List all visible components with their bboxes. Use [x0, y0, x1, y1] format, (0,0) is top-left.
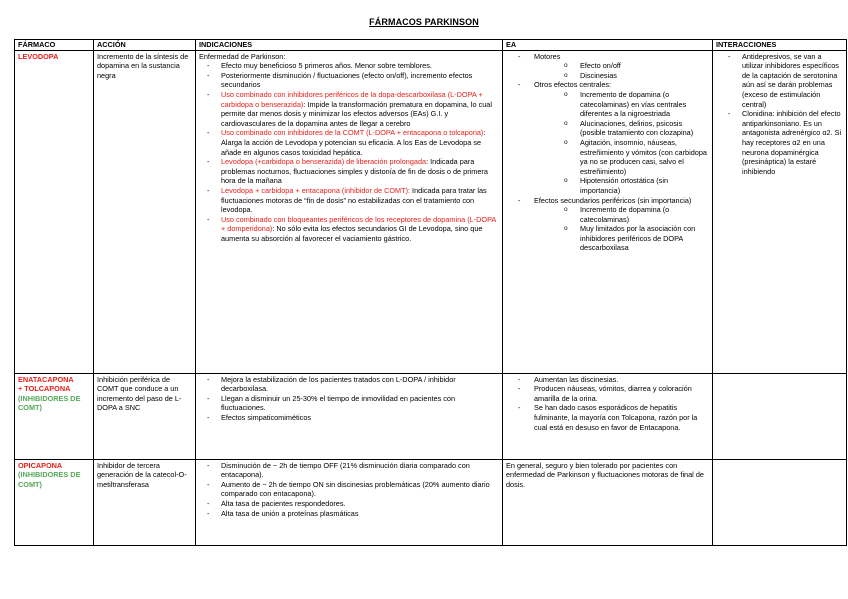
list-item	[199, 61, 499, 71]
drug-cell	[15, 459, 94, 545]
header-accion: ACCIÓN	[94, 40, 196, 51]
indication-highlight: Uso combinado con inhibidores de la COMT (L-DOPA + entacapona o tolcapona)	[221, 128, 484, 138]
header-ea: EA	[503, 40, 713, 51]
indication-highlight: Levodopa (+carbidopa o benserazida) de liberación prolongada	[221, 157, 427, 167]
ea-sublist	[534, 205, 709, 253]
indications-list	[199, 375, 499, 423]
sublist-item: o Discinesias	[534, 71, 709, 81]
indication-highlight: Levodopa + carbidopa + entacapona (inhibidor de COMT):	[221, 185, 411, 195]
indication-text: Efecto muy beneficioso 5 primeros años. Menor sobre temblores.	[221, 61, 432, 71]
table-row-enatacapona	[15, 373, 847, 459]
list-item: - Se han dado casos esporádicos de hepatitis fulminante, la mayoría con Tolcapona, razón por la cual está en desuso en favor de Entacapona.	[506, 403, 709, 432]
indication-text: : No sólo evita los efectos secundarios GI de Levodopa, sino que aumenta su absorción al favorecer el vaciamiento gástrico.	[221, 224, 483, 243]
list-item	[506, 196, 709, 254]
action-cell: Inhibidor de tercera generación de la catecol-O-metiltransferasa	[94, 459, 196, 545]
list-item: - Efectos simpaticomiméticos	[199, 413, 499, 423]
list-item: - Clonidina: inhibición del efecto antiparkinsoniano. Es un antagonista adrenérgico α2. Si hay receptores α2 en una neurona dopaminérgica (presináptica) la estaré inhibiendo	[716, 109, 843, 176]
interactions-list	[716, 52, 843, 177]
table-row-levodopa	[15, 50, 847, 373]
list-item	[199, 186, 499, 215]
ea-sublist	[534, 90, 709, 196]
list-item: - Disminución de ~ 2h de tiempo OFF (21% disminución diaria comparado con entacapona).	[199, 461, 499, 480]
sublist-item: o Hipotensión ortostática (sin importancia)	[534, 176, 709, 195]
drug-class-note: (INHIBIDORES DE COMT)	[18, 470, 81, 489]
indications-list	[199, 461, 499, 519]
list-item: - Mejora la estabilización de los pacientes tratados con L-DOPA / inhibidor decarboxilasa.	[199, 375, 499, 394]
indication-text: Posteriormente disminución / fluctuaciones (efecto on/off), incremento efectos secundarios	[221, 70, 473, 90]
ea-text: Otros efectos centrales:	[534, 80, 612, 90]
list-item	[199, 71, 499, 90]
list-item	[199, 128, 499, 157]
header-farmaco: FÁRMACO	[15, 40, 94, 51]
action-cell: Inhibición periférica de COMT que conduce a un incremento del paso de L-DOPA a SNC	[94, 373, 196, 459]
header-interacciones: INTERACCIONES	[713, 40, 847, 51]
list-item: - Producen náuseas, vómitos, diarrea y coloración amarilla de la orina.	[506, 384, 709, 403]
interactions-cell	[713, 373, 847, 459]
interactions-cell	[713, 50, 847, 373]
header-indicaciones: INDICACIONES	[196, 40, 503, 51]
table-row-opicapona	[15, 459, 847, 545]
sublist-item: o Incremento de dopamina (o catecolaminas)	[534, 205, 709, 224]
sublist-item: o Muy limitados por la asociación con inhibidores periféricos de DOPA descarboxilasa	[534, 224, 709, 253]
drug-cell	[15, 50, 94, 373]
indications-intro: Enfermedad de Parkinson:	[199, 51, 286, 61]
list-item: - Aumento de ~ 2h de tiempo ON sin discinesias problemáticas (20% aumento diario comparado con entacapona).	[199, 480, 499, 499]
ea-sublist	[534, 61, 709, 80]
ea-cell: En general, seguro y bien tolerado por pacientes con enfermedad de Parkinson y fluctuaciones motoras de final de dosis.	[503, 459, 713, 545]
ea-text: Motores	[534, 51, 561, 61]
drugs-table	[14, 39, 847, 546]
ea-text: Efectos secundarios periféricos (sin importancia)	[534, 195, 692, 205]
list-item: - Antidepresivos, se van a utilizar inhibidores específicos de la captación de serotonina aún así se darán problemas (exceso de estimulación central)	[716, 52, 843, 110]
indication-text: : Impide la transformación prematura en dopamina, lo cual permite dar menos dosis y minimizar los efectos adversos (EAs) G.I. y cardiovasculares de la dopamina antes de llegar a cerebro	[221, 99, 492, 128]
drug-name: OPICAPONA	[18, 460, 63, 470]
indication-text: : Indicada para problemas nocturnos, fluctuaciones simples y distonía de fin de dosis o de primera hora de la mañana	[221, 157, 488, 186]
list-item	[506, 52, 709, 81]
ea-cell	[503, 373, 713, 459]
ea-list	[506, 375, 709, 433]
list-item: - Alta tasa de pacientes respondedores.	[199, 499, 499, 509]
list-item: - Alta tasa de unión a proteínas plasmáticas	[199, 509, 499, 519]
list-item: - Llegan a disminuir un 25-30% el tiempo de inmovilidad en pacientes con fluctuaciones.	[199, 394, 499, 413]
table-header-row	[15, 40, 847, 51]
drug-class-note: (INHIBIDORES DE COMT)	[18, 393, 81, 413]
list-item	[199, 90, 499, 128]
indications-cell	[196, 459, 503, 545]
drug-name-2: + TOLCAPONA	[18, 384, 71, 394]
drug-name: LEVODOPA	[18, 51, 59, 61]
list-item	[199, 157, 499, 186]
indication-highlight: Uso combinado con inhibidores periféricos de la dopa-descarboxilasa (L-DOPA + carbidopa o benserazida)	[221, 89, 483, 109]
sublist-item: o Agitación, insomnio, náuseas, estreñimiento y vómitos (con carbidopa ya no se producen casi, salvo el estreñimiento)	[534, 138, 709, 176]
list-item	[199, 215, 499, 244]
indications-cell	[196, 50, 503, 373]
sublist-item: o Incremento de dopamina (o catecolaminas) en vías centrales diferentes a la nigroestriada	[534, 90, 709, 119]
list-item	[506, 80, 709, 195]
sublist-item: o Alucinaciones, delirios, psicosis (posible tratamiento con clozapina)	[534, 119, 709, 138]
indications-cell	[196, 373, 503, 459]
indication-text: Indicada para tratar las fluctuaciones motoras de “fin de dosis” no estabilizadas con el tratamiento con levodopa.	[221, 185, 487, 215]
interactions-cell	[713, 459, 847, 545]
indication-highlight: Uso combinado con bloqueantes periféricos de los receptores de dopamina (L-DOPA + domperidona)	[221, 214, 496, 234]
drug-name: ENATACAPONA	[18, 374, 74, 384]
indication-text: : Alarga la acción de Levodopa y potencian su eficacia. A los Eas de Levodopa se añade en algunos casos toxicidad hepática.	[221, 128, 486, 157]
drug-cell	[15, 373, 94, 459]
sublist-item: o Efecto on/off	[534, 61, 709, 71]
indications-list	[199, 61, 499, 243]
document-title: FÁRMACOS PARKINSON	[369, 17, 479, 27]
ea-list	[506, 52, 709, 253]
ea-cell	[503, 50, 713, 373]
list-item: - Aumentan las discinesias.	[506, 375, 709, 385]
action-cell: Incremento de la síntesis de dopamina en la sustancia negra	[94, 50, 196, 373]
